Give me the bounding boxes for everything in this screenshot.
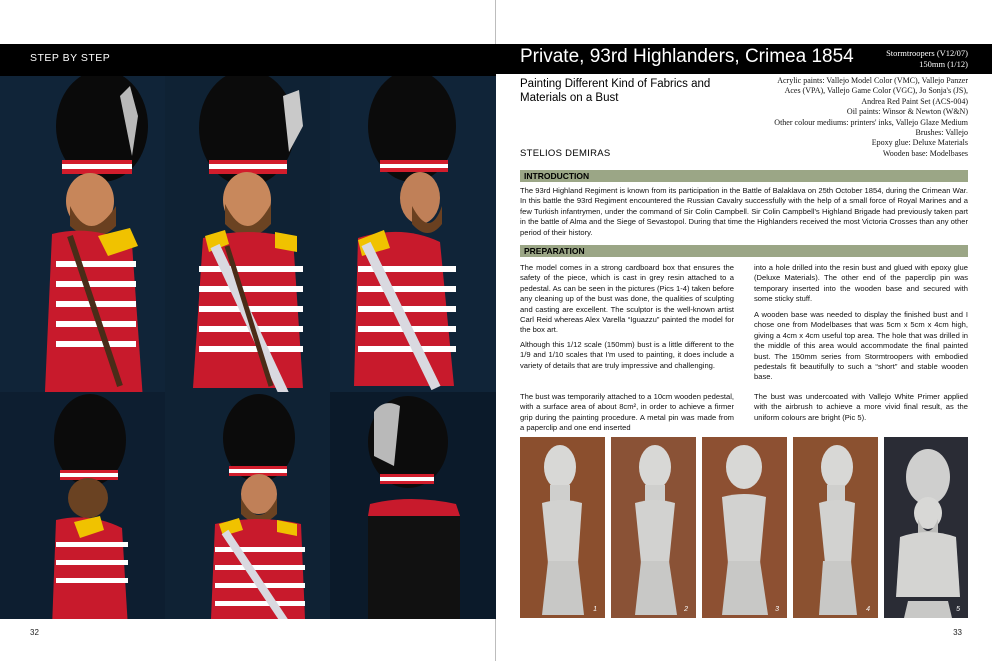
materials-line: Brushes: Vallejo bbox=[915, 128, 968, 138]
grey-resin-bust-illustration bbox=[520, 437, 605, 618]
author-name: STELIOS DEMIRAS bbox=[520, 148, 611, 159]
bust-figure-illustration bbox=[165, 392, 330, 619]
bust-figure-illustration bbox=[0, 76, 165, 392]
materials-list bbox=[738, 76, 968, 159]
photo-number: 3 bbox=[775, 606, 779, 613]
photo-number: 5 bbox=[956, 606, 960, 613]
article-subtitle: Painting Different Kind of Fabrics and Materials on a Bust bbox=[520, 78, 711, 104]
materials-line: Wooden base: Modelbases bbox=[882, 148, 968, 158]
primer-photo-strip bbox=[520, 437, 968, 618]
page-number: 32 bbox=[30, 628, 39, 637]
introduction-paragraph: The 93rd Highland Regiment is known from its participation in the Battle of Balaklava on 25th October 1854, during the Crimean War. In this battle the 93rd Regiment encountered the Russian Cavalry successfully with the help of a small force of Royal Marines and a few Turkish infantrymen, under the command of Sir Colin Campbell. Sir Colin Campbell's Highland Brigade had previously taken part in the battle of Alma and the Siege of Sevastopol. During that time the Highlanders received the most Victoria Crosses than any other period of their history. bbox=[520, 186, 968, 237]
bust-left-rear-photo bbox=[0, 392, 165, 619]
section-header-bar bbox=[0, 44, 496, 76]
preparation-heading: PREPARATION bbox=[520, 245, 968, 257]
preparation-paragraph: The bust was undercoated with Vallejo White Primer applied with the airbrush to achieve a more vivid final result, as the uniform colours are bright (Pic 5). bbox=[754, 392, 968, 422]
bust-figure-illustration bbox=[165, 76, 330, 392]
bust-figure-illustration bbox=[0, 392, 165, 619]
bust-right-profile-photo bbox=[330, 76, 496, 392]
bust-left-profile-photo bbox=[0, 76, 165, 392]
right-page bbox=[496, 0, 992, 661]
materials-line: Aces (VPA), Vallejo Game Color (VGC), Jo Sonja's (JS), bbox=[784, 86, 968, 96]
photo-grid bbox=[0, 76, 496, 619]
introduction-heading: INTRODUCTION bbox=[520, 170, 968, 182]
photo-number: 2 bbox=[684, 606, 688, 613]
primer-photo bbox=[884, 437, 968, 618]
issue-line: Stormtroopers (V12/07) bbox=[886, 48, 968, 58]
photo-number: 4 bbox=[866, 606, 870, 613]
grey-resin-bust-illustration bbox=[611, 437, 696, 618]
bust-figure-illustration bbox=[330, 76, 496, 392]
materials-line: Andrea Red Paint Set (ACS-004) bbox=[861, 96, 968, 106]
primer-photo bbox=[702, 437, 787, 618]
section-label: STEP BY STEP bbox=[30, 52, 111, 64]
materials-line: Acrylic paints: Vallejo Model Color (VMC), Vallejo Panzer bbox=[777, 76, 968, 85]
bust-front-lowangle-photo bbox=[165, 392, 330, 619]
preparation-paragraph: The model comes in a strong cardboard box that ensures the safety of the piece, which is cast in grey resin attached to a pedestal. As can be seen in the pictures (Pics 1-4) taken before any cleaning up of the bust was done, the qualities of sculpting and casting are excellent. The sculptor is the well-known artist Carl Reid whereas Alex Varella “Iguazzu” painted the model for the box art. bbox=[520, 263, 734, 335]
preparation-paragraph: The bust was temporarily attached to a 10cm wooden pedestal, with a surface area of about 8cm², in order to achieve a firmer grip during the painting procedure. A metal pin was made from a paperclip and one end inserted bbox=[520, 392, 734, 433]
grey-resin-bust-illustration bbox=[702, 437, 787, 618]
primer-photo bbox=[520, 437, 605, 618]
scale-line: 150mm (1/12) bbox=[919, 59, 968, 69]
issue-info bbox=[886, 48, 968, 70]
materials-line: Other colour mediums: printers' inks, Vallejo Glaze Medium bbox=[774, 117, 968, 127]
title-bar bbox=[496, 44, 992, 74]
preparation-paragraph: Although this 1/12 scale (150mm) bust is a little different to the 1/9 and 1/10 scales that I'm used to painting, it does include a variety of details that are truly impressive and challenging. bbox=[520, 340, 734, 370]
grey-resin-bust-illustration bbox=[884, 437, 968, 618]
primer-photo bbox=[793, 437, 878, 618]
bust-rear-photo bbox=[330, 392, 496, 619]
primer-photo bbox=[611, 437, 696, 618]
bust-figure-illustration bbox=[330, 392, 496, 619]
preparation-paragraph: A wooden base was needed to display the finished bust and I chose one from Modelbases that was 5cm x 5cm x 4cm high, giving a 4cm x 4cm useful top area. The hole that was drilled in the middle of this area would accommodate the final painted bust. The 150mm series from Stormtroopers with embodied pedestals fit beautifully to such a “short” and stable wooden base. bbox=[754, 310, 968, 382]
materials-line: Oil paints: Winsor & Newton (W&N) bbox=[846, 107, 968, 117]
grey-resin-bust-illustration bbox=[793, 437, 878, 618]
materials-line: Epoxy glue: Deluxe Materials bbox=[871, 138, 968, 148]
page-number: 33 bbox=[953, 628, 962, 637]
preparation-paragraph: into a hole drilled into the resin bust and glued with epoxy glue (Deluxe Materials). The other end of the paperclip pin was temporary inserted into the wooden base and secured with some sticky stuff. bbox=[754, 263, 968, 304]
photo-number: 1 bbox=[593, 606, 597, 613]
bust-front-photo bbox=[165, 76, 330, 392]
article-title: Private, 93rd Highlanders, Crimea 1854 bbox=[520, 46, 854, 67]
